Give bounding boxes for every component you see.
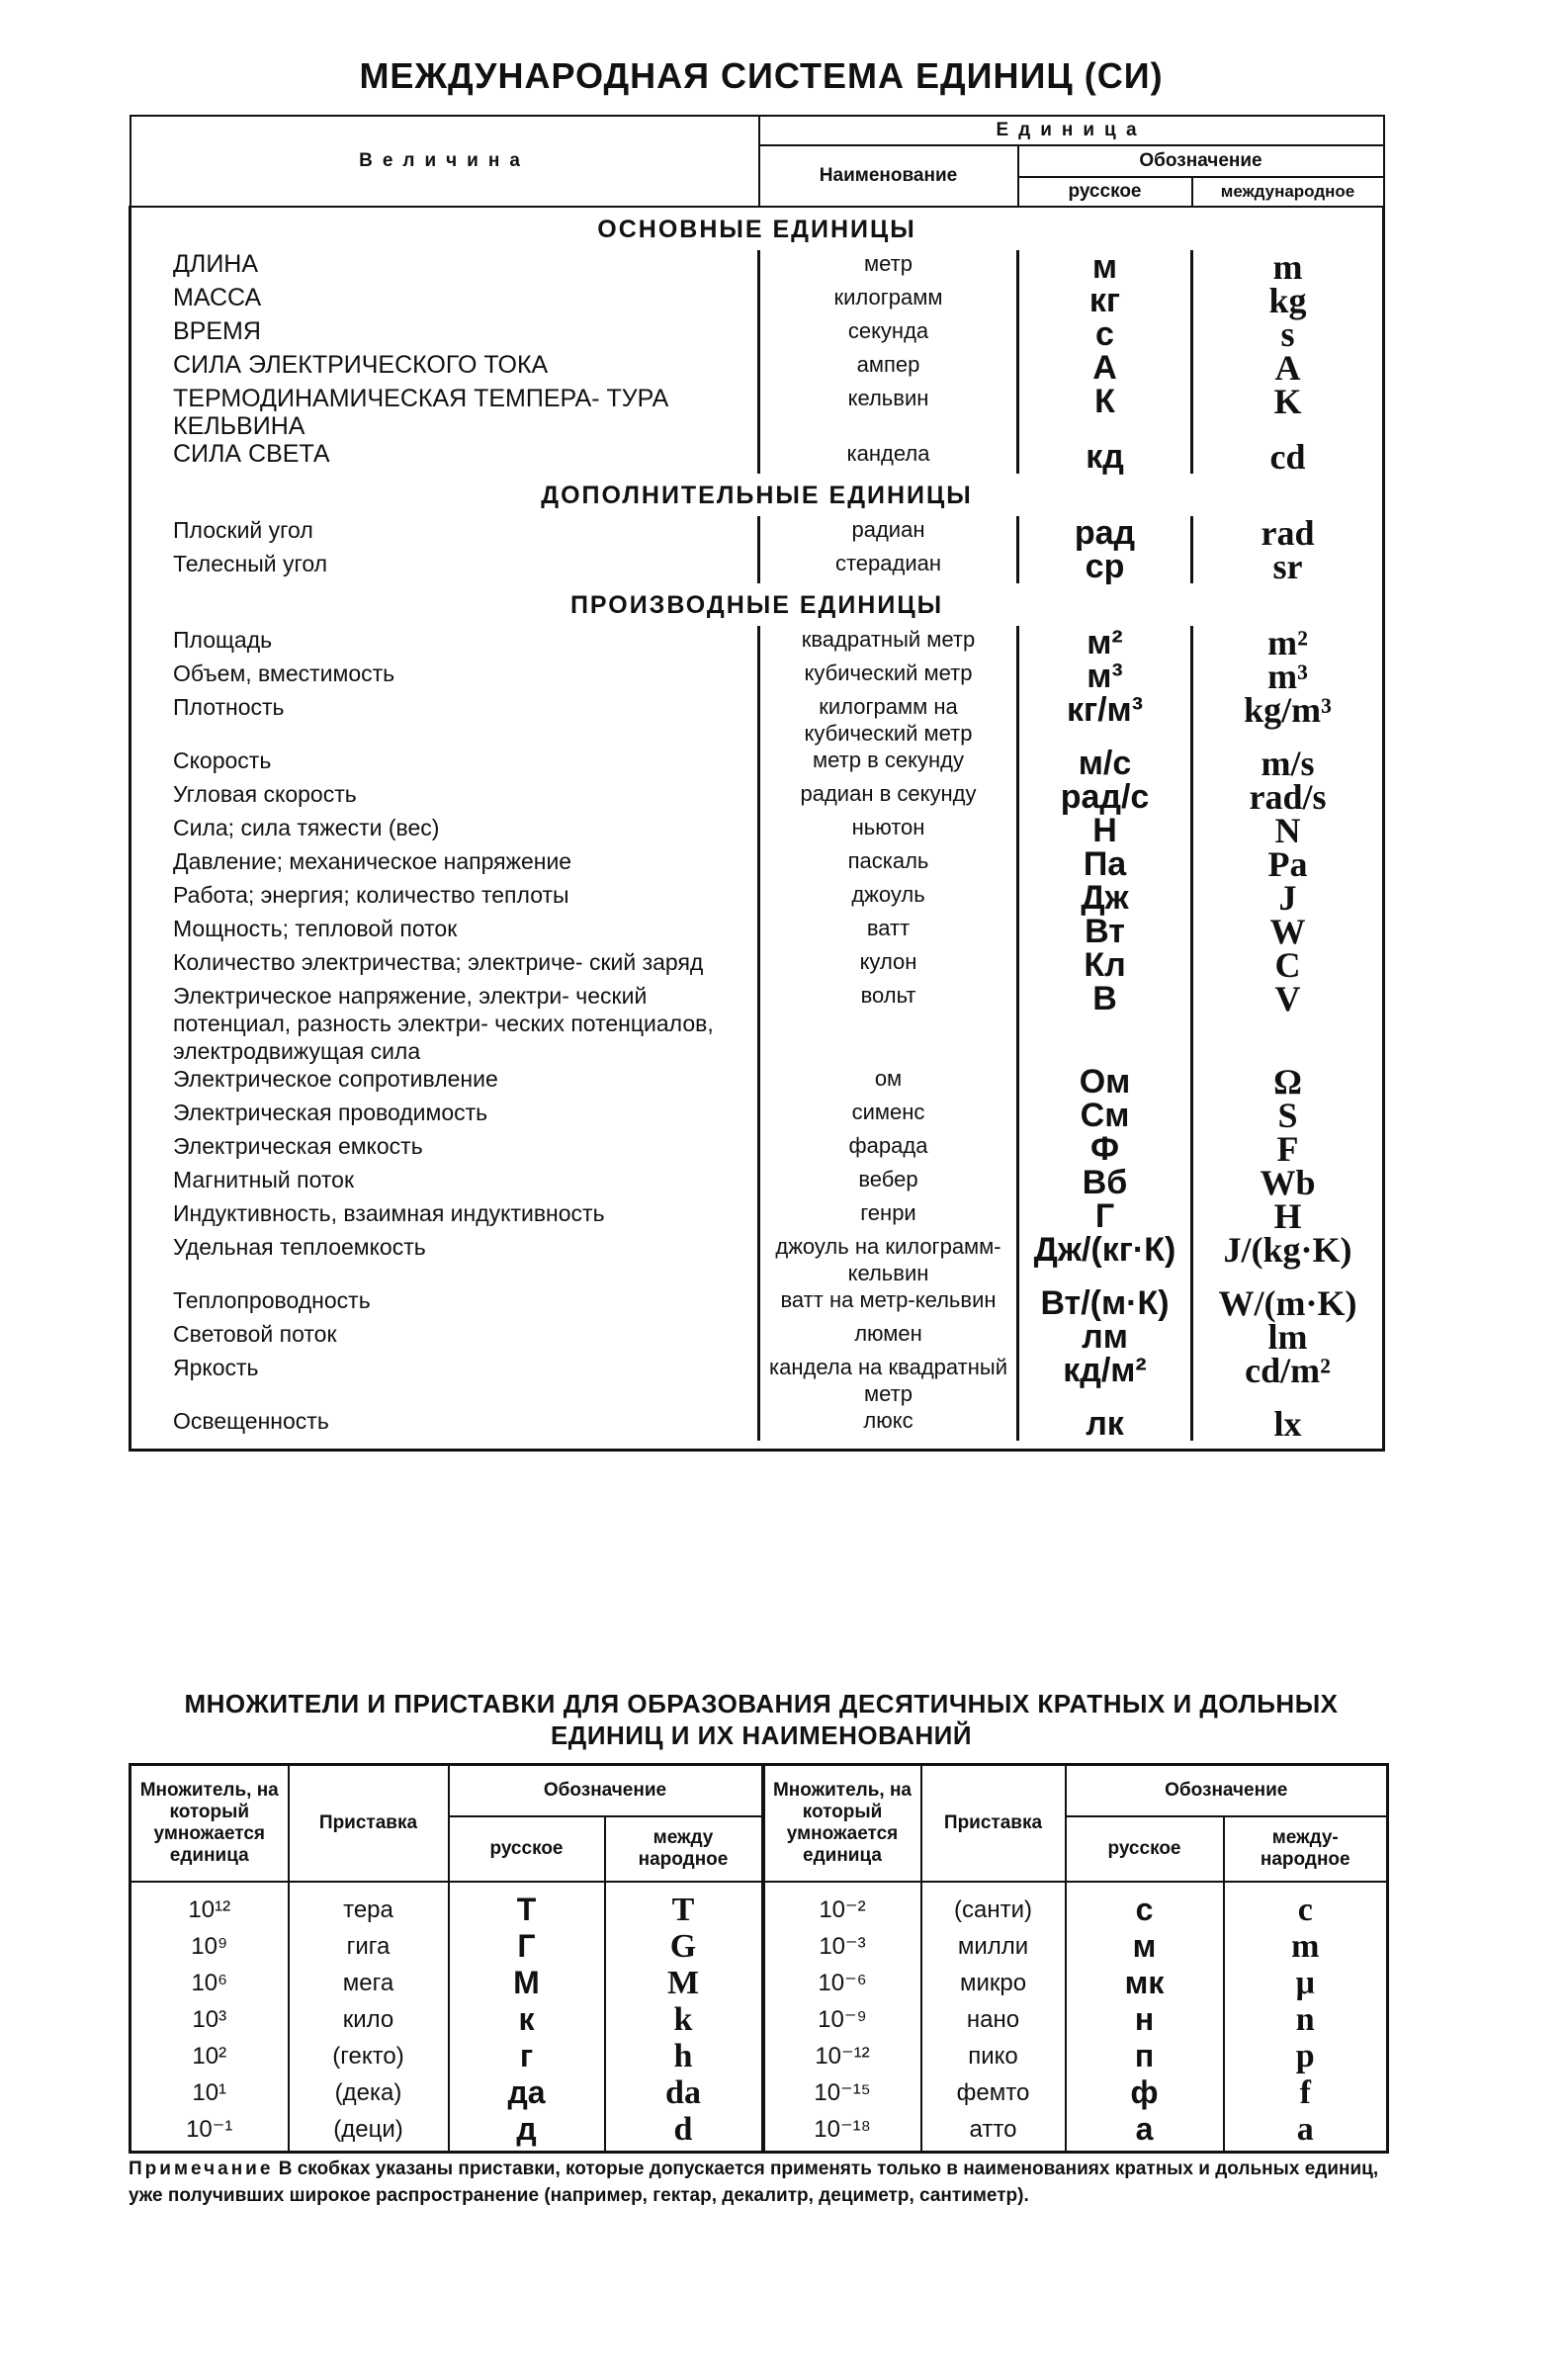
table-row <box>130 915 1384 948</box>
unit-name-cell: метр <box>759 250 1018 284</box>
prefix-russian-cell: м <box>1066 1928 1224 1965</box>
russian-symbol-cell: Вт <box>1018 915 1192 948</box>
prefix-international-cell: m <box>1224 1928 1388 1965</box>
si-units-table-body <box>130 207 1384 1451</box>
russian-symbol-cell: лк <box>1018 1407 1192 1441</box>
multiplier-cell: 10¹ <box>130 2074 289 2111</box>
table-row <box>130 814 1384 847</box>
russian-symbol-cell: Па <box>1018 847 1192 881</box>
unit-name-cell: килограмм <box>759 284 1018 317</box>
russian-symbol-cell: Ом <box>1018 1065 1192 1099</box>
prefix-row <box>130 2111 1388 2153</box>
unit-name-cell: ватт на метр-кельвин <box>759 1286 1018 1320</box>
quantity-cell: ВРЕМЯ <box>173 317 261 345</box>
quantity-cell: Удельная теплоемкость <box>173 1234 426 1260</box>
russian-symbol-cell: Дж/(кг·К) <box>1018 1233 1192 1286</box>
prefix-russian-cell: ф <box>1066 2074 1224 2111</box>
quantity-cell: Скорость <box>173 748 272 773</box>
quantity-cell: Плоский угол <box>173 517 313 543</box>
quantity-cell: Электрическая проводимость <box>173 1100 488 1125</box>
unit-name-cell: кельвин <box>759 385 1018 440</box>
quantity-cell: Угловая скорость <box>173 781 357 807</box>
section-header <box>130 474 1384 516</box>
multiplier-cell: 10⁻¹² <box>763 2038 921 2074</box>
quantity-cell: Теплопроводность <box>173 1287 371 1313</box>
page-title: МЕЖДУНАРОДНАЯ СИСТЕМА ЕДИНИЦ (СИ) <box>359 55 1164 96</box>
prefix-russian-cell: мк <box>1066 1965 1224 2001</box>
prefix-russian-cell: а <box>1066 2111 1224 2153</box>
russian-symbol-cell: кг/м³ <box>1018 693 1192 747</box>
russian-symbol-cell: Кл <box>1018 948 1192 982</box>
prefix-cell: гига <box>289 1928 449 1965</box>
prefix-international-cell: T <box>605 1882 763 1928</box>
unit-name-cell: секунда <box>759 317 1018 351</box>
unit-name-cell: вебер <box>759 1166 1018 1199</box>
quantity-cell: ДЛИНА <box>173 250 259 278</box>
prefix-cell: пико <box>921 2038 1066 2074</box>
prefix-russian-cell: да <box>449 2074 605 2111</box>
quantity-cell: СИЛА СВЕТА <box>173 440 330 468</box>
table-row <box>130 982 1384 1065</box>
unit-name-cell: вольт <box>759 982 1018 1065</box>
prefix-row <box>130 2038 1388 2074</box>
russian-symbol-cell: Дж <box>1018 881 1192 915</box>
section-title: ДОПОЛНИТЕЛЬНЫЕ ЕДИНИЦЫ <box>541 482 973 509</box>
international-symbol-cell: lm <box>1192 1320 1384 1354</box>
prefix-title: МНОЖИТЕЛИ И ПРИСТАВКИ ДЛЯ ОБРАЗОВАНИЯ ДЕСЯТИЧНЫХ КРАТНЫХ И ДОЛЬНЫХ ЕДИНИЦ И ИХ НАИМЕНОВАНИЙ <box>184 1689 1339 1750</box>
russian-symbol-cell: А <box>1018 351 1192 385</box>
table-row <box>130 1320 1384 1354</box>
russian-symbol-cell: Н <box>1018 814 1192 847</box>
quantity-cell: СИЛА ЭЛЕКТРИЧЕСКОГО ТОКА <box>173 351 549 379</box>
prefix-russian-cell: д <box>449 2111 605 2153</box>
multiplier-cell: 10⁻³ <box>763 1928 921 1965</box>
table-row <box>130 780 1384 814</box>
international-symbol-cell: kg <box>1192 284 1384 317</box>
table-row <box>130 948 1384 982</box>
header-russian: русское <box>1018 177 1192 207</box>
prefix-international-cell: h <box>605 2038 763 2074</box>
prefix-row <box>130 1965 1388 2001</box>
russian-symbol-cell: лм <box>1018 1320 1192 1354</box>
prefix-table-body <box>130 1882 1388 2153</box>
table-row <box>130 747 1384 780</box>
prefix-cell: кило <box>289 2001 449 2038</box>
unit-name-cell: сименс <box>759 1099 1018 1132</box>
header-designation: Обозначение <box>1018 145 1384 177</box>
table-row <box>130 284 1384 317</box>
quantity-cell: МАССА <box>173 284 262 311</box>
multiplier-cell: 10⁻¹ <box>130 2111 289 2153</box>
international-symbol-cell: W/(m·K) <box>1192 1286 1384 1320</box>
quantity-cell: Мощность; тепловой поток <box>173 916 458 941</box>
quantity-cell: Электрическая емкость <box>173 1133 423 1159</box>
prefix-row <box>130 1882 1388 1928</box>
section-title: ПРОИЗВОДНЫЕ ЕДИНИЦЫ <box>569 591 944 619</box>
multiplier-cell: 10⁻² <box>763 1882 921 1928</box>
header-prefix-right: Приставка <box>921 1765 1066 1882</box>
international-symbol-cell: cd/m² <box>1192 1354 1384 1407</box>
table-row <box>130 1199 1384 1233</box>
quantity-cell: ТЕРМОДИНАМИЧЕСКАЯ ТЕМПЕРА- ТУРА КЕЛЬВИНА <box>173 385 669 440</box>
quantity-cell: Плотность <box>173 694 285 720</box>
russian-symbol-cell: кг <box>1018 284 1192 317</box>
table-row <box>130 1132 1384 1166</box>
multiplier-cell: 10⁻⁶ <box>763 1965 921 2001</box>
international-symbol-cell: F <box>1192 1132 1384 1166</box>
prefix-international-cell: da <box>605 2074 763 2111</box>
international-symbol-cell: J <box>1192 881 1384 915</box>
multiplier-cell: 10⁻⁹ <box>763 2001 921 2038</box>
international-symbol-cell: sr <box>1192 550 1384 583</box>
multiplier-cell: 10¹² <box>130 1882 289 1928</box>
quantity-cell: Электрическое сопротивление <box>173 1066 498 1092</box>
international-symbol-cell: C <box>1192 948 1384 982</box>
quantity-cell: Освещенность <box>173 1408 329 1434</box>
header-multiplier-right: Множитель, на который умножается единица <box>763 1765 921 1882</box>
international-symbol-cell: cd <box>1192 440 1384 474</box>
unit-name-cell: ватт <box>759 915 1018 948</box>
header-designation-right: Обозначение <box>1066 1765 1388 1816</box>
header-multiplier-left: Множитель, на который умножается единица <box>130 1765 289 1882</box>
quantity-cell: Площадь <box>173 627 273 653</box>
russian-symbol-cell: м² <box>1018 626 1192 660</box>
unit-name-cell: квадратный метр <box>759 626 1018 660</box>
russian-symbol-cell: Вт/(м·К) <box>1018 1286 1192 1320</box>
unit-name-cell: кандела на квадратный метр <box>759 1354 1018 1407</box>
unit-name-cell: ом <box>759 1065 1018 1099</box>
russian-symbol-cell: В <box>1018 982 1192 1065</box>
prefix-international-cell: f <box>1224 2074 1388 2111</box>
quantity-cell: Давление; механическое напряжение <box>173 848 572 874</box>
multiplier-cell: 10⁻¹⁸ <box>763 2111 921 2153</box>
prefix-cell: мега <box>289 1965 449 2001</box>
prefix-russian-cell: к <box>449 2001 605 2038</box>
unit-name-cell: кулон <box>759 948 1018 982</box>
russian-symbol-cell: м/с <box>1018 747 1192 780</box>
multiplier-cell: 10⁻¹⁵ <box>763 2074 921 2111</box>
prefix-russian-cell: п <box>1066 2038 1224 2074</box>
international-symbol-cell: Ω <box>1192 1065 1384 1099</box>
quantity-cell: Световой поток <box>173 1321 337 1347</box>
russian-symbol-cell: рад/с <box>1018 780 1192 814</box>
unit-name-cell: генри <box>759 1199 1018 1233</box>
international-symbol-cell: m³ <box>1192 660 1384 693</box>
table-row <box>130 351 1384 385</box>
russian-symbol-cell: кд <box>1018 440 1192 474</box>
international-symbol-cell: kg/m³ <box>1192 693 1384 747</box>
international-symbol-cell: K <box>1192 385 1384 440</box>
quantity-cell: Количество электричества; электриче- ский заряд <box>173 949 704 975</box>
unit-name-cell: радиан <box>759 516 1018 550</box>
prefix-international-cell: a <box>1224 2111 1388 2153</box>
international-symbol-cell: A <box>1192 351 1384 385</box>
russian-symbol-cell: рад <box>1018 516 1192 550</box>
table-row <box>130 317 1384 351</box>
header-prefix-left: Приставка <box>289 1765 449 1882</box>
footnote-text: В скобках указаны приставки, которые допускается применять только в наименованиях кратных и дольных единиц, уже получивших широкое распространение (например, гектар, декалитр, дециметр, сантиметр). <box>129 2159 1379 2206</box>
table-row <box>130 250 1384 284</box>
header-international-left: между народное <box>605 1816 763 1882</box>
russian-symbol-cell: м <box>1018 250 1192 284</box>
header-international-right: между- народное <box>1224 1816 1388 1882</box>
unit-name-cell: фарада <box>759 1132 1018 1166</box>
header-russian-right: русское <box>1066 1816 1224 1882</box>
prefix-international-cell: M <box>605 1965 763 2001</box>
unit-name-cell: метр в секунду <box>759 747 1018 780</box>
russian-symbol-cell: Г <box>1018 1199 1192 1233</box>
table-row <box>130 693 1384 747</box>
prefix-cell: фемто <box>921 2074 1066 2111</box>
prefix-international-cell: n <box>1224 2001 1388 2038</box>
prefix-cell: атто <box>921 2111 1066 2153</box>
prefix-russian-cell: г <box>449 2038 605 2074</box>
header-unit: Единица <box>759 116 1384 145</box>
header-name: Наименование <box>759 145 1018 207</box>
footnote <box>129 2156 1386 2209</box>
si-units-table <box>129 115 1385 1452</box>
unit-name-cell: килограмм на кубический метр <box>759 693 1018 747</box>
prefix-cell: милли <box>921 1928 1066 1965</box>
prefix-international-cell: G <box>605 1928 763 1965</box>
table-row <box>130 1354 1384 1407</box>
section-header <box>130 583 1384 626</box>
table-row <box>130 516 1384 550</box>
prefix-international-cell: c <box>1224 1882 1388 1928</box>
prefix-russian-cell: н <box>1066 2001 1224 2038</box>
table-row <box>130 1099 1384 1132</box>
unit-name-cell: радиан в секунду <box>759 780 1018 814</box>
table-row <box>130 881 1384 915</box>
prefix-international-cell: p <box>1224 2038 1388 2074</box>
table-row <box>130 1286 1384 1320</box>
header-international: международное <box>1192 177 1384 207</box>
prefix-russian-cell: с <box>1066 1882 1224 1928</box>
multiplier-cell: 10⁶ <box>130 1965 289 2001</box>
quantity-cell: Индуктивность, взаимная индуктивность <box>173 1200 605 1226</box>
russian-symbol-cell: См <box>1018 1099 1192 1132</box>
international-symbol-cell: H <box>1192 1199 1384 1233</box>
russian-symbol-cell: ср <box>1018 550 1192 583</box>
table-row <box>130 1065 1384 1099</box>
table-row <box>130 550 1384 583</box>
unit-name-cell: стерадиан <box>759 550 1018 583</box>
unit-name-cell: ампер <box>759 351 1018 385</box>
prefix-row <box>130 2001 1388 2038</box>
international-symbol-cell: W <box>1192 915 1384 948</box>
unit-name-cell: люмен <box>759 1320 1018 1354</box>
international-symbol-cell: m <box>1192 250 1384 284</box>
russian-symbol-cell: м³ <box>1018 660 1192 693</box>
table-row <box>130 1233 1384 1286</box>
unit-name-cell: джоуль <box>759 881 1018 915</box>
international-symbol-cell: lx <box>1192 1407 1384 1441</box>
prefix-row <box>130 2074 1388 2111</box>
table-row <box>130 626 1384 660</box>
russian-symbol-cell: Ф <box>1018 1132 1192 1166</box>
table-row <box>130 1407 1384 1441</box>
prefix-cell: тера <box>289 1882 449 1928</box>
quantity-cell: Телесный угол <box>173 551 328 576</box>
unit-name-cell: кубический метр <box>759 660 1018 693</box>
table-row <box>130 1166 1384 1199</box>
prefix-row <box>130 1928 1388 1965</box>
international-symbol-cell: Pa <box>1192 847 1384 881</box>
russian-symbol-cell: Вб <box>1018 1166 1192 1199</box>
prefix-cell: (деци) <box>289 2111 449 2153</box>
unit-name-cell: кандела <box>759 440 1018 474</box>
prefix-russian-cell: Г <box>449 1928 605 1965</box>
quantity-cell: Яркость <box>173 1355 259 1380</box>
unit-name-cell: ньютон <box>759 814 1018 847</box>
prefix-russian-cell: Т <box>449 1882 605 1928</box>
table-bottom-border <box>130 1441 1384 1451</box>
prefix-international-cell: μ <box>1224 1965 1388 2001</box>
section-header <box>130 207 1384 250</box>
header-quantity: Величина <box>130 116 759 207</box>
prefix-cell: нано <box>921 2001 1066 2038</box>
prefix-cell: микро <box>921 1965 1066 2001</box>
international-symbol-cell: J/(kg·K) <box>1192 1233 1384 1286</box>
international-symbol-cell: m/s <box>1192 747 1384 780</box>
prefix-russian-cell: М <box>449 1965 605 2001</box>
prefix-table <box>129 1763 1389 2154</box>
quantity-cell: Сила; сила тяжести (вес) <box>173 815 440 840</box>
table-row <box>130 847 1384 881</box>
international-symbol-cell: s <box>1192 317 1384 351</box>
prefix-cell: (санти) <box>921 1882 1066 1928</box>
russian-symbol-cell: с <box>1018 317 1192 351</box>
table-row <box>130 385 1384 440</box>
header-russian-left: русское <box>449 1816 605 1882</box>
russian-symbol-cell: кд/м² <box>1018 1354 1192 1407</box>
header-designation-left: Обозначение <box>449 1765 763 1816</box>
multiplier-cell: 10² <box>130 2038 289 2074</box>
table-row <box>130 440 1384 474</box>
quantity-cell: Объем, вместимость <box>173 661 395 686</box>
international-symbol-cell: Wb <box>1192 1166 1384 1199</box>
prefix-international-cell: d <box>605 2111 763 2153</box>
multiplier-cell: 10³ <box>130 2001 289 2038</box>
russian-symbol-cell: К <box>1018 385 1192 440</box>
international-symbol-cell: m² <box>1192 626 1384 660</box>
table-row <box>130 660 1384 693</box>
international-symbol-cell: N <box>1192 814 1384 847</box>
prefix-cell: (дека) <box>289 2074 449 2111</box>
international-symbol-cell: rad <box>1192 516 1384 550</box>
prefix-international-cell: k <box>605 2001 763 2038</box>
unit-name-cell: люкс <box>759 1407 1018 1441</box>
quantity-cell: Электрическое напряжение, электри- ческий потенциал, разность электри- ческих потенциалов, электродвижущая сила <box>173 983 714 1064</box>
international-symbol-cell: rad/s <box>1192 780 1384 814</box>
section-title: ОСНОВНЫЕ ЕДИНИЦЫ <box>597 216 916 243</box>
footnote-label: Примечание <box>129 2159 274 2179</box>
quantity-cell: Магнитный поток <box>173 1167 355 1192</box>
international-symbol-cell: S <box>1192 1099 1384 1132</box>
quantity-cell: Работа; энергия; количество теплоты <box>173 882 569 908</box>
prefix-cell: (гекто) <box>289 2038 449 2074</box>
unit-name-cell: джоуль на килограмм-кельвин <box>759 1233 1018 1286</box>
international-symbol-cell: V <box>1192 982 1384 1065</box>
unit-name-cell: паскаль <box>759 847 1018 881</box>
multiplier-cell: 10⁹ <box>130 1928 289 1965</box>
